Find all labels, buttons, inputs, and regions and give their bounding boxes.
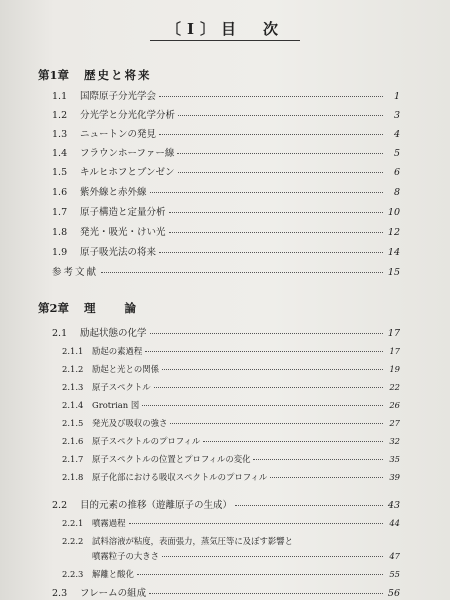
toc-title-block (150, 18, 300, 39)
page-number: 4 (393, 129, 400, 140)
page-number: 55 (389, 569, 400, 579)
leader-dots (235, 504, 383, 506)
leader-dots (162, 368, 383, 370)
page-number: 39 (389, 472, 400, 482)
page-number: 17 (389, 346, 400, 356)
subsection-number: 2.1.2 (62, 364, 84, 374)
toc-entry (52, 107, 400, 121)
subsection-title: 励起の素過程 (92, 346, 143, 356)
page-number: 14 (387, 247, 400, 258)
section-number: 2.1 (52, 328, 68, 339)
toc-subentry (62, 517, 400, 529)
section-number: 1.4 (52, 148, 68, 159)
section-number: 1.8 (52, 227, 68, 238)
subsection-title: 噴霧粒子の大きさ (92, 551, 159, 561)
section-title: キルヒホフとブンゼン (80, 167, 175, 178)
section-title: 国際原子分光学会 (80, 91, 157, 102)
page-number: 6 (393, 167, 400, 178)
leader-dots (169, 231, 383, 233)
section-number: 2.3 (52, 588, 68, 599)
leader-dots (149, 592, 383, 594)
section-title: 励起状態の化学 (80, 328, 147, 339)
page-number: 3 (393, 110, 400, 121)
section-number: 1.1 (52, 91, 68, 102)
subsection-number: 2.1.3 (62, 382, 84, 392)
leader-dots (178, 114, 383, 116)
leader-dots (170, 422, 383, 424)
section-title: 参考文献 (52, 267, 99, 278)
subsection-number: 2.1.8 (62, 472, 84, 482)
page-number: 32 (389, 436, 400, 446)
section-number: 1.7 (52, 207, 68, 218)
section-number: 1.5 (52, 167, 68, 178)
subsection-number: 2.1.5 (62, 418, 84, 428)
section-number: 1.9 (52, 247, 68, 258)
leader-dots (169, 211, 383, 213)
subsection-title: 原子スペクトル (92, 382, 151, 392)
subsection-title: 噴霧過程 (92, 518, 126, 528)
leader-dots (145, 350, 383, 352)
page-number: 27 (389, 418, 400, 428)
subsection-title: 原子スペクトルのプロフィル (92, 436, 201, 446)
subsection-title: 試料溶液が粘度，表面張力，蒸気圧等に及ぼす影響と (92, 536, 293, 546)
page-number: 15 (387, 267, 400, 278)
leader-dots (129, 522, 384, 524)
page-number: 12 (387, 227, 400, 238)
leader-dots (159, 133, 383, 135)
chapter-number: 第2章 (38, 301, 70, 315)
toc-entry (52, 164, 400, 178)
leader-dots (142, 404, 383, 406)
section-title: 発光・吸光・けい光 (80, 227, 166, 238)
subsection-number: 2.1.6 (62, 436, 84, 446)
section-title: 分光学と分光化学分析 (80, 110, 176, 121)
toc-subentry (62, 345, 400, 357)
page-number: 1 (393, 91, 400, 102)
toc-subentry (62, 471, 400, 483)
page-number: 35 (389, 454, 400, 464)
subsection-number: 2.1.7 (62, 454, 84, 464)
leader-dots (162, 555, 383, 557)
subsection-number: 2.2.3 (62, 569, 84, 579)
leader-dots (178, 171, 383, 173)
page-number: 43 (387, 500, 400, 511)
page-number: 8 (393, 187, 400, 198)
section-title: フレームの組成 (80, 588, 147, 599)
leader-dots (159, 95, 383, 97)
page-number: 19 (389, 364, 400, 374)
toc-entry (52, 88, 400, 102)
subsection-number: 2.2.1 (62, 518, 84, 528)
page-number: 26 (389, 400, 400, 410)
leader-dots (150, 191, 383, 193)
page-number: 5 (393, 148, 400, 159)
toc-subentry (62, 363, 400, 375)
chapter-1-heading (38, 67, 152, 83)
subsection-title: 解離と酸化 (92, 569, 134, 579)
toc-subentry (62, 417, 400, 429)
section-number: 1.3 (52, 129, 68, 140)
leader-dots (203, 440, 383, 442)
page-number: 22 (389, 382, 400, 392)
toc-subentry (62, 381, 400, 393)
subsection-title: Grotrian 図 (92, 400, 140, 410)
section-title: 原子構造と定量分析 (80, 207, 166, 218)
chapter-title: 理 論 (84, 301, 138, 315)
leader-dots (154, 386, 383, 388)
toc-entry (52, 184, 400, 198)
toc-entry (52, 126, 400, 140)
toc-subentry-continuation (62, 550, 400, 562)
leader-dots (177, 152, 383, 154)
toc-subentry (62, 435, 400, 447)
section-title: ニュートンの発見 (80, 129, 157, 140)
leader-dots (137, 573, 383, 575)
subsection-title: 励起と光との関係 (92, 364, 159, 374)
subsection-number: 2.1.4 (62, 400, 84, 410)
toc-entry (52, 325, 400, 339)
toc-entry (52, 585, 400, 599)
subsection-title: 原子化部における吸収スペクトルのプロフィル (92, 472, 268, 482)
toc-entry (52, 497, 400, 511)
toc-subentry (62, 399, 400, 411)
leader-dots (270, 476, 383, 478)
subsection-number: 2.2.2 (62, 536, 84, 546)
toc-entry (52, 204, 400, 218)
page-number: 10 (387, 207, 400, 218)
toc-subentry (62, 453, 400, 465)
toc-subentry-multiline (62, 535, 400, 547)
section-title: 紫外線と赤外線 (80, 187, 147, 198)
chapter-number: 第1章 (38, 68, 70, 82)
page-number: 56 (387, 588, 400, 599)
page-number: 44 (389, 518, 400, 528)
chapter-2-heading (38, 300, 138, 316)
leader-dots (101, 271, 383, 273)
toc-subentry (62, 568, 400, 580)
section-number: 1.2 (52, 110, 68, 121)
section-title: 目的元素の推移（遊離原子の生成） (80, 500, 233, 511)
subsection-title: 発光及び吸収の強さ (92, 418, 168, 428)
title-underline (150, 40, 300, 41)
subsection-title: 原子スペクトルの位置とプロフィルの変化 (92, 454, 251, 464)
page-number: 47 (389, 551, 400, 561)
toc-entry-references (52, 264, 400, 278)
section-title: 原子吸光法の将来 (80, 247, 157, 258)
leader-dots (150, 332, 383, 334)
subsection-number: 2.1.1 (62, 346, 84, 356)
toc-title: 〔I〕目 次 (165, 20, 285, 38)
section-title: フラウンホーファー線 (80, 148, 175, 159)
toc-entry (52, 145, 400, 159)
toc-entry (52, 224, 400, 238)
leader-dots (159, 251, 383, 253)
section-number: 1.6 (52, 187, 68, 198)
toc-entry (52, 244, 400, 258)
leader-dots (253, 458, 383, 460)
section-number: 2.2 (52, 500, 68, 511)
page-number: 17 (387, 328, 400, 339)
chapter-title: 歴史と将来 (84, 68, 152, 82)
